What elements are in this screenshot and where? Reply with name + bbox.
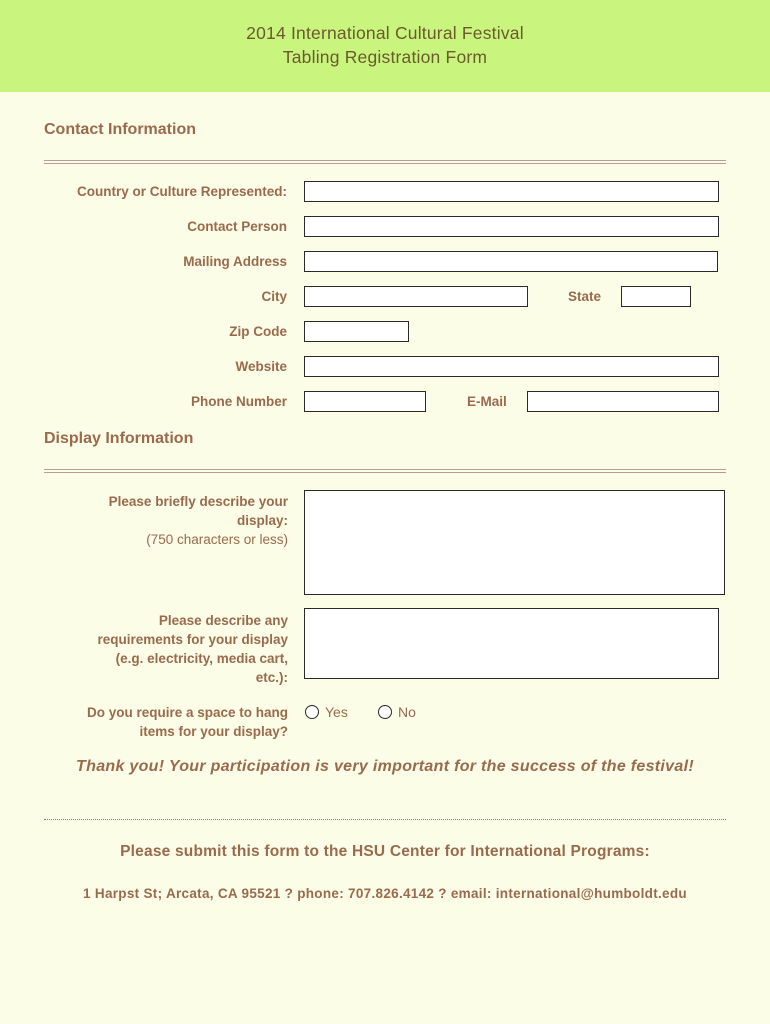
display-requirements-label-line4: etc.): [255, 670, 288, 685]
city-label: City [261, 289, 287, 304]
website-field[interactable] [304, 356, 719, 377]
contact-address: 1 Harpst St; Arcata, CA 95521 ? phone: 707.826.4142 ? email: international@humboldt.edu [83, 886, 687, 901]
state-label: State [568, 289, 602, 304]
hang-space-label-line1: Do you require a space to hang [86, 705, 288, 720]
display-requirements-textarea[interactable] [304, 608, 719, 679]
phone-number-label: Phone Number [190, 394, 287, 409]
display-requirements-label-line3: (e.g. electricity, media cart, [115, 651, 288, 666]
thank-you-message: Thank you! Your participation is very important for the success of the festival! [76, 758, 694, 775]
form-title-line1: 2014 International Cultural Festival [246, 23, 524, 43]
hang-space-label [40, 703, 288, 741]
display-section-title: Display Information [44, 430, 194, 447]
email-field[interactable] [527, 391, 719, 412]
form-title-line2: Tabling Registration Form [282, 47, 488, 67]
phone-number-field[interactable] [304, 391, 426, 412]
submit-instructions: Please submit this form to the HSU Center for International Programs: [120, 843, 650, 860]
display-requirements-label [40, 611, 288, 687]
contact-person-field[interactable] [304, 216, 719, 237]
contact-person-label: Contact Person [187, 219, 287, 234]
display-description-label [40, 492, 288, 549]
hang-space-no-radio[interactable] [378, 705, 392, 719]
display-description-note: (750 characters or less) [146, 532, 288, 547]
mailing-address-field[interactable] [304, 251, 718, 272]
mailing-address-label: Mailing Address [183, 254, 287, 269]
display-requirements-label-line1: Please describe any [158, 613, 288, 628]
country-field[interactable] [304, 181, 719, 202]
hang-space-label-line2: items for your display? [139, 724, 288, 739]
country-label: Country or Culture Represented: [76, 184, 287, 199]
website-label: Website [235, 359, 287, 374]
contact-section-divider [44, 160, 726, 164]
state-field[interactable] [621, 286, 691, 307]
display-description-textarea[interactable] [304, 490, 725, 595]
city-field[interactable] [304, 286, 528, 307]
contact-section-title: Contact Information [44, 121, 196, 138]
zip-code-field[interactable] [304, 321, 409, 342]
display-requirements-label-line2: requirements for your display [97, 632, 288, 647]
hang-space-no-label: No [398, 704, 416, 720]
form-header [0, 0, 770, 92]
display-section-divider [44, 469, 726, 473]
footer-divider [44, 819, 726, 820]
hang-space-yes-radio[interactable] [305, 705, 319, 719]
zip-code-label: Zip Code [229, 324, 287, 339]
hang-space-yes-label: Yes [325, 704, 348, 720]
display-description-label-line2: display: [236, 513, 288, 528]
email-label: E-Mail [467, 394, 507, 409]
display-description-label-line1: Please briefly describe your [108, 494, 288, 509]
